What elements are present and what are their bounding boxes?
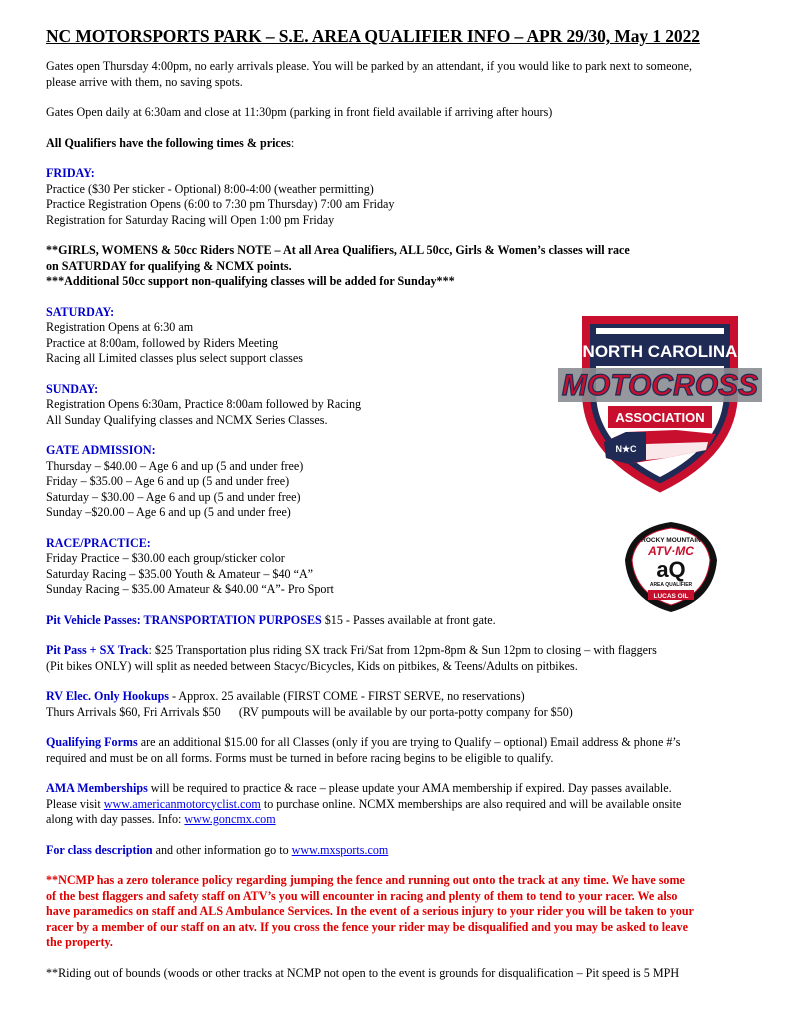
logo-lucas-oil-text: LUCAS OIL	[653, 593, 689, 600]
zero-tolerance-note: **NCMP has a zero tolerance policy regarding jumping the fence and running out onto the track at any time. We have some of the best flaggers and safety staff on ATV’s you will encounter in racing and plenty of them to tend to your racer. We also have paramedics on staff and ALS Ambulance Services. In the event of a serious injury to your rider you will be taken to your racer by a member of our staff on an atv. If you cross the fence your rider may be disqualified and you may be asked to leave the property.	[46, 873, 694, 949]
qualifying-forms: Qualifying Forms are an additional $15.00 for all Classes (only if you are trying to Qualify – optional) Email address & phone #’s required and must be on all forms. Forms must be turned in before racing begins to be eligible to qualify.	[46, 735, 681, 765]
gate-line: Saturday – $30.00 – Age 6 and up (5 and under free)	[46, 489, 301, 504]
logo-nc-flag-text: N★C	[615, 444, 637, 454]
logo-association-text: ASSOCIATION	[615, 410, 705, 425]
friday-section	[46, 166, 752, 228]
gate-line: Sunday –$20.00 – Age 6 and up (5 and under free)	[46, 505, 291, 519]
girls-note: **GIRLS, WOMENS & 50cc Riders NOTE – At all Area Qualifiers, ALL 50cc, Girls & Women’s classes will race on SATURDAY for qualifying & NCMX points. ***Additional 50cc support non-qualifying classes will be added for Sunday***	[46, 243, 630, 288]
intro-gates-daily: Gates Open daily at 6:30am and close at 11:30pm (parking in front field available if arriving after hours)	[46, 105, 553, 119]
friday-heading: FRIDAY:	[46, 166, 95, 180]
friday-line: Practice ($30 Per sticker - Optional) 8:00-4:00 (weather permitting)	[46, 181, 374, 196]
gate-admission-heading: GATE ADMISSION:	[46, 443, 156, 457]
ncma-logo	[556, 312, 764, 494]
out-of-bounds-note: **Riding out of bounds (woods or other tracks at NCMP not open to the event is grounds for disqualification – Pit speed is 5 MPH	[46, 965, 680, 980]
page-title: NC MOTORSPORTS PARK – S.E. AREA QUALIFIER INFO – APR 29/30, May 1 2022	[46, 26, 700, 46]
race-practice-heading: RACE/PRACTICE:	[46, 535, 151, 550]
document	[46, 26, 752, 996]
intro-gates-thursday: Gates open Thursday 4:00pm, no early arrivals please. You will be parked by an attendant, if you would like to park next to someone, please arrive with them, no saving spots.	[46, 59, 692, 89]
area-qualifier-logo	[622, 520, 720, 614]
logo-rocky-mountain-text: ROCKY MOUNTAIN	[641, 537, 701, 544]
race-line: Saturday Racing – $35.00 Youth & Amateur – $40 “A”	[46, 566, 314, 581]
logo-aq-text: aQ	[656, 557, 686, 582]
qualifiers-heading: All Qualifiers have the following times & prices:	[46, 135, 295, 150]
gate-line: Friday – $35.00 – Age 6 and up (5 and under free)	[46, 474, 290, 488]
gate-line: Thursday – $40.00 – Age 6 and up (5 and under free)	[46, 458, 304, 473]
logo-motocross-text: MOTOCROSS	[561, 369, 759, 402]
logo-north-carolina-text: NORTH CAROLINA	[582, 342, 738, 361]
saturday-line: Racing all Limited classes plus select support classes	[46, 351, 303, 365]
pit-vehicle-passes: Pit Vehicle Passes: TRANSPORTATION PURPOSES $15 - Passes available at front gate.	[46, 612, 496, 627]
class-description: For class description and other information go to www.mxsports.com	[46, 842, 389, 857]
race-line: Friday Practice – $30.00 each group/sticker color	[46, 551, 285, 565]
friday-line: Registration for Saturday Racing will Open 1:00 pm Friday	[46, 212, 335, 227]
rv-hookups: RV Elec. Only Hookups - Approx. 25 available (FIRST COME - FIRST SERVE, no reservations) Thurs Arrivals $60, Fri Arrivals $50 (RV pumpouts will be available by our porta-potty company for $50)	[46, 689, 573, 719]
sunday-line: Registration Opens 6:30am, Practice 8:00am followed by Racing	[46, 397, 362, 411]
ama-memberships: AMA Memberships will be required to practice & race – please update your AMA membership if expired. Day passes available. Please visit www.americanmotorcyclist.com to purchase online. NCMX memberships are also required and will be available onsite along with day passes. Info: www.goncmx.com	[46, 781, 682, 826]
saturday-heading: SATURDAY:	[46, 304, 115, 319]
pit-pass-sx-track: Pit Pass + SX Track: $25 Transportation plus riding SX track Fri/Sat from 12pm-8pm & Sun 12pm to closing – with flaggers (Pit bikes ONLY) will split as needed between Stacyc/Bicycles, Kids on pitbikes, & Teens/Adults on pitbikes.	[46, 643, 657, 673]
friday-line: Practice Registration Opens (6:00 to 7:30 pm Thursday) 7:00 am Friday	[46, 197, 395, 211]
ama-link[interactable]: www.americanmotorcyclist.com	[103, 796, 261, 811]
sunday-line: All Sunday Qualifying classes and NCMX Series Classes.	[46, 412, 328, 427]
mxsports-link[interactable]: www.mxsports.com	[291, 842, 389, 857]
sunday-heading: SUNDAY:	[46, 381, 99, 396]
race-line: Sunday Racing – $35.00 Amateur & $40.00 “A”- Pro Sport	[46, 582, 334, 596]
logo-atv-mc-text: ATV·MC	[648, 544, 694, 558]
saturday-line: Registration Opens at 6:30 am	[46, 320, 194, 334]
ncmx-link[interactable]: www.goncmx.com	[184, 812, 276, 826]
saturday-line: Practice at 8:00am, followed by Riders Meeting	[46, 335, 279, 350]
logo-area-qualifier-text: AREA QUALIFIER	[649, 582, 693, 588]
